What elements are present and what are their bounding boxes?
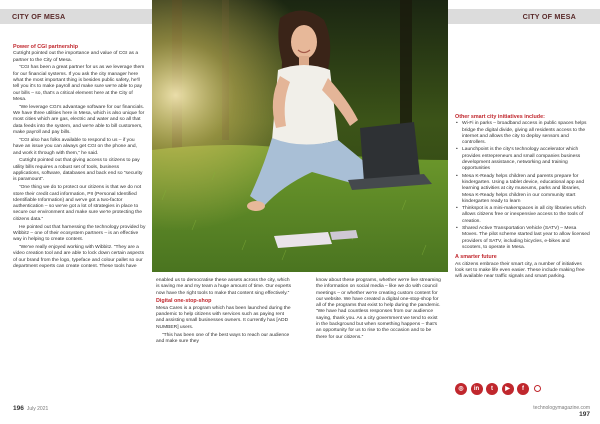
twitter-icon[interactable]: t [486,383,498,395]
list-item: • Wi-Fi in parks – broadband access in public spaces helps bridge the digital divide, giving all residents access to the internet and allows the city to deploy sensors and controllers. [455,121,590,146]
linkedin-icon[interactable]: in [471,383,483,395]
body-paragraph: He pointed out that harnessing the technology provided by Wibbitz – one of their ecosystem partners – is an effective way in helping to create content. [13,224,146,243]
page-number-left: 196 [13,405,24,412]
body-paragraph: “We leverage CGI's advantage software for our financials. We have three utilities here in Mesa, which is also unique for most cities which are gas, electric and water and so all that data feeds into the system, and we're able to bill customers, make payroll and pay bills. [13,104,145,136]
body-paragraph: “One thing we do to protect our citizens is that we do not store their credit card information, PII (Personal Identified Identifiable Information) and we've got a two-factor authentication – so we've got a lot of strategies in place to secure our environment and make sure we're protecting the citizens data.” [13,185,142,222]
subheading-smarter-future: A smarter future [455,254,497,261]
feature-photo [152,0,448,272]
end-of-article-icon [534,385,541,392]
subheading-digital-one-stop-shop: Digital one-stop-shop [156,298,212,305]
social-links [455,382,541,395]
page-number-right: 197 [579,411,590,418]
list-item: • Launchpoint is the city's technology accelerator which provides entrepreneurs and small companies business development assistance, networking and training opportunities [455,147,590,172]
feature-photo-image [152,0,448,272]
folio-left [13,405,48,412]
body-paragraph: know about these programs, whether we're live streaming the information on social media – like we do with council meetings – or whether we're creating custom content for our website. We have created a digital one-stop-shop for all of the programs that exist to help during the pandemic. “We have had countless responses from our audience saying, thank you. As a city government we tend to exist in the background but when something happens – that's an opportunity for us to rise to the occasion and to be there for our citizens.” [316,278,441,340]
body-paragraph: “CGI also has folks available to respond to us – if you have an issue you can always get CGI on the phone and, and work it through with them,” he said. [13,137,137,156]
article-column-4 [455,114,590,282]
article-column-2 [156,278,293,347]
body-paragraph: “We've really enjoyed working with Wibbitz. “They are a video creation tool and are able to lock down certain aspects of our brand from the logo, typeface and colour pallet so our department experts can create content. These tools have [13,245,145,269]
list-item: • Shared Active Transportation Vehicle (SATV) – Mesa Moves. The pilot scheme started last year to allow licensed providers of SATV, including bicycles, e-bikes and scooters, to operate in Mesa. [455,226,590,251]
article-column-1 [13,44,146,272]
subheading-other-initiatives: Other smart city initiatives include: [455,114,545,120]
list-item: • Mesa K-Ready helps children and parents prepare for kindergarten. Using a tablet device, educational app and learning activities at city museums, parks and libraries, Mesa K-Ready helps children in our community start kindergarten ready to learn [455,174,590,205]
body-paragraph: Cutright pointed out the importance and value of CGI as a partner to the City of Mesa. [13,51,139,63]
site-url[interactable]: technologymagazine.com [533,405,590,411]
article-column-3 [316,278,442,343]
body-paragraph: Mesa Cares is a program which has been launched during the pandemic to help citizens with services such as paying rent and assisting small businesses owners. It currently has [ADD NUMBER] users. [156,305,291,330]
section-tag-right: CITY OF MESA [448,9,600,24]
folio-right [520,405,590,418]
issue-date: July 2021 [26,406,49,412]
section-tag-left: CITY OF MESA [0,9,152,24]
facebook-icon[interactable]: f [517,383,529,395]
body-paragraph: As citizens embrace their smart city, a number of initiatives look set to make life even easier. These include making free wifi available near traffic signals and smart parking. [455,261,585,280]
body-paragraph: enabled us to democratise these assets across the city, which is saving me and my team a huge amount of time. Our experts now have the right tools to make that content sing effectively.” [156,278,292,296]
initiatives-list [455,121,590,251]
body-paragraph: Cutright pointed out that giving access to citizens to pay utility bills requires a robust set of tools, business applications, software, databases and back end so “security is paramount”. [13,158,143,183]
youtube-icon[interactable]: ▶ [502,383,514,395]
instagram-icon[interactable]: ◎ [455,383,467,395]
body-paragraph: “This has been one of the best ways to reach our audience and make sure they [156,332,290,344]
body-paragraph: “CGI has been a great partner for us as we leverage them for our financial systems. If you ask the city manager here what the most important thing is besides public safety, he'll tell you it's to make payroll and make sure we're able to pay our bills – so, that's a critical element here at the City of Mesa. [13,65,145,102]
list-item: • Thinkspot is a mini-makerspaces in all city libraries which allows citizens free or inexpensive access to the tools of creation. [455,206,590,225]
subheading-cgi-partnership: Power of CGI partnership [13,44,78,50]
